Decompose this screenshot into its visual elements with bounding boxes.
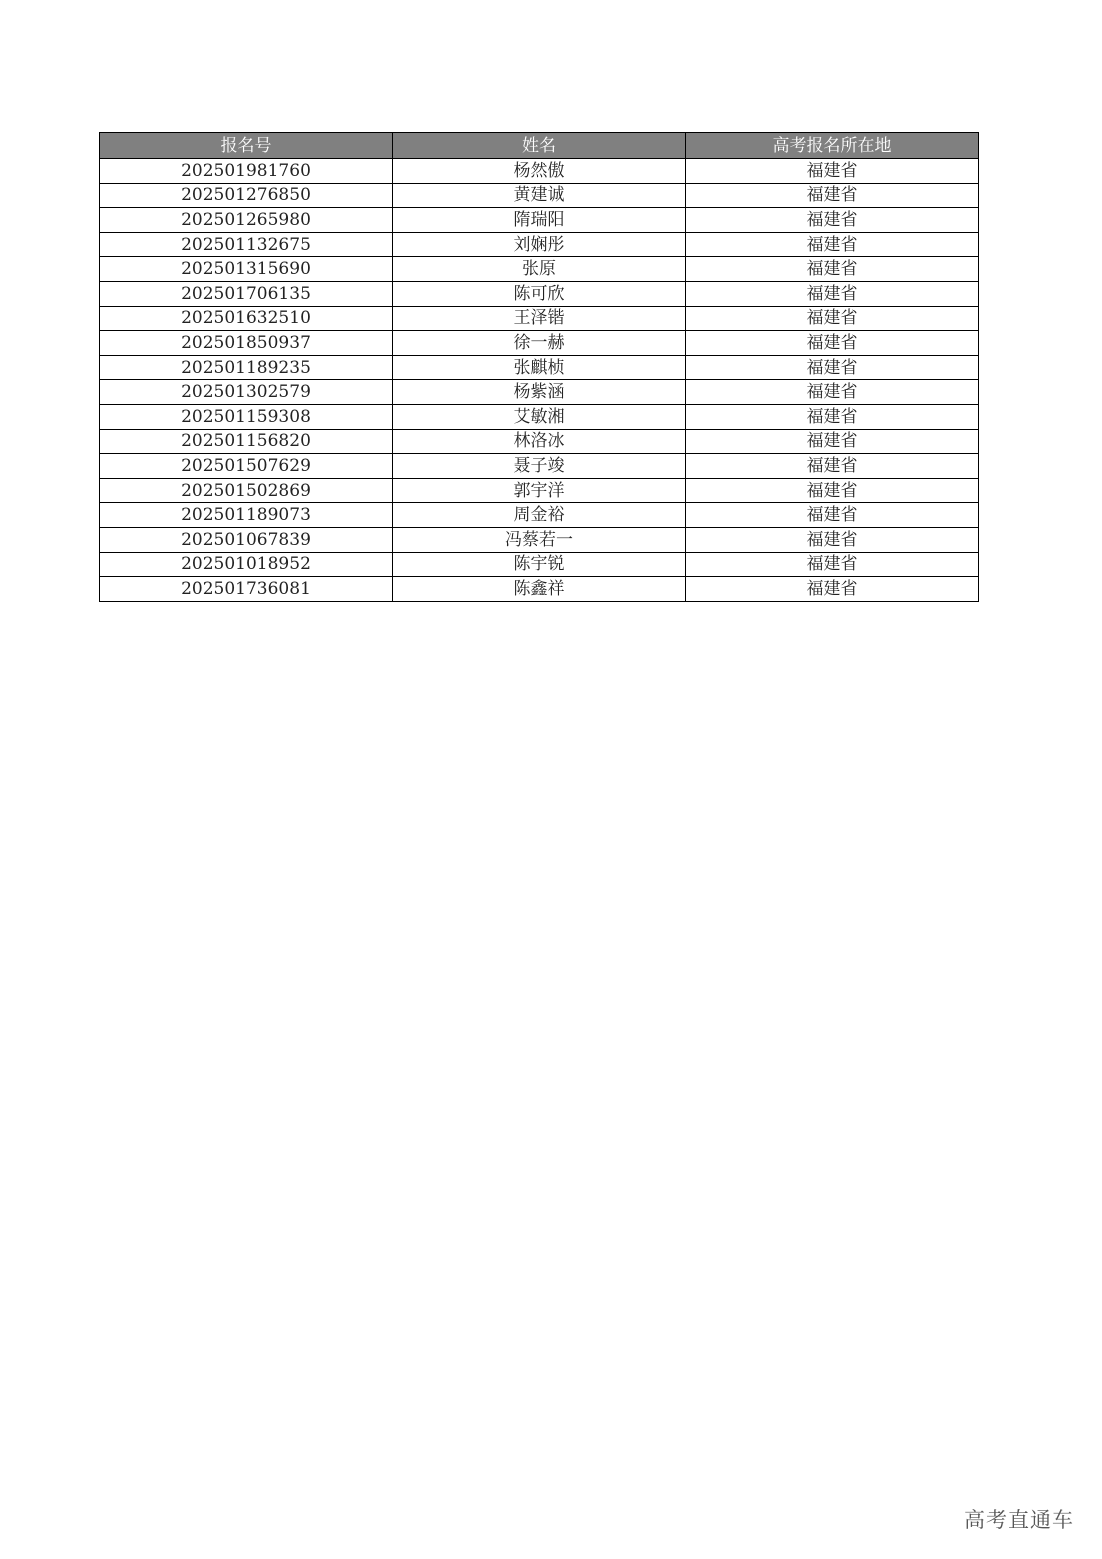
name-cell: 林洛冰	[393, 429, 686, 454]
table-row	[100, 183, 979, 208]
registration-number-cell: 202501159308	[100, 404, 393, 429]
location-cell: 福建省	[686, 552, 979, 577]
name-cell: 黄建诚	[393, 183, 686, 208]
table-row	[100, 159, 979, 184]
registration-number-cell: 202501156820	[100, 429, 393, 454]
name-cell: 张麒桢	[393, 355, 686, 380]
table-row	[100, 404, 979, 429]
registration-number-cell: 202501706135	[100, 281, 393, 306]
registration-number-cell: 202501507629	[100, 454, 393, 479]
table-row	[100, 429, 979, 454]
location-cell: 福建省	[686, 331, 979, 356]
table-row	[100, 331, 979, 356]
table-row	[100, 355, 979, 380]
table-header-row	[100, 133, 979, 159]
location-cell: 福建省	[686, 454, 979, 479]
name-cell: 聂子竣	[393, 454, 686, 479]
name-cell: 周金裕	[393, 503, 686, 528]
name-cell: 王泽锴	[393, 306, 686, 331]
table-row	[100, 232, 979, 257]
location-cell: 福建省	[686, 527, 979, 552]
table-row	[100, 478, 979, 503]
location-cell: 福建省	[686, 159, 979, 184]
registration-number-cell: 202501189235	[100, 355, 393, 380]
name-cell: 郭宇洋	[393, 478, 686, 503]
name-cell: 陈可欣	[393, 281, 686, 306]
header-name: 姓名	[393, 133, 686, 159]
table-row	[100, 454, 979, 479]
name-cell: 张原	[393, 257, 686, 282]
table-row	[100, 380, 979, 405]
name-cell: 刘娴彤	[393, 232, 686, 257]
location-cell: 福建省	[686, 257, 979, 282]
location-cell: 福建省	[686, 355, 979, 380]
name-cell: 陈宇锐	[393, 552, 686, 577]
location-cell: 福建省	[686, 478, 979, 503]
table-row	[100, 503, 979, 528]
registration-number-cell: 202501189073	[100, 503, 393, 528]
registration-number-cell: 202501850937	[100, 331, 393, 356]
registration-number-cell: 202501067839	[100, 527, 393, 552]
location-cell: 福建省	[686, 429, 979, 454]
table-row	[100, 577, 979, 602]
location-cell: 福建省	[686, 404, 979, 429]
name-cell: 艾敏湘	[393, 404, 686, 429]
table-row	[100, 527, 979, 552]
location-cell: 福建省	[686, 306, 979, 331]
table-row	[100, 281, 979, 306]
location-cell: 福建省	[686, 577, 979, 602]
header-registration-location: 高考报名所在地	[686, 133, 979, 159]
name-cell: 隋瑞阳	[393, 208, 686, 233]
table-row	[100, 208, 979, 233]
registration-number-cell: 202501276850	[100, 183, 393, 208]
name-cell: 杨紫涵	[393, 380, 686, 405]
name-cell: 冯蔡若一	[393, 527, 686, 552]
location-cell: 福建省	[686, 208, 979, 233]
watermark: 高考直通车	[964, 1508, 1074, 1532]
location-cell: 福建省	[686, 183, 979, 208]
registration-table	[99, 132, 979, 602]
registration-number-cell: 202501132675	[100, 232, 393, 257]
table-row	[100, 306, 979, 331]
registration-number-cell: 202501302579	[100, 380, 393, 405]
location-cell: 福建省	[686, 232, 979, 257]
name-cell: 陈鑫祥	[393, 577, 686, 602]
registration-number-cell: 202501736081	[100, 577, 393, 602]
registration-number-cell: 202501265980	[100, 208, 393, 233]
registration-number-cell: 202501632510	[100, 306, 393, 331]
name-cell: 徐一赫	[393, 331, 686, 356]
table-row	[100, 257, 979, 282]
location-cell: 福建省	[686, 281, 979, 306]
name-cell: 杨然傲	[393, 159, 686, 184]
registration-number-cell: 202501018952	[100, 552, 393, 577]
registration-number-cell: 202501315690	[100, 257, 393, 282]
table-row	[100, 552, 979, 577]
location-cell: 福建省	[686, 380, 979, 405]
registration-number-cell: 202501502869	[100, 478, 393, 503]
location-cell: 福建省	[686, 503, 979, 528]
registration-number-cell: 202501981760	[100, 159, 393, 184]
header-registration-number: 报名号	[100, 133, 393, 159]
